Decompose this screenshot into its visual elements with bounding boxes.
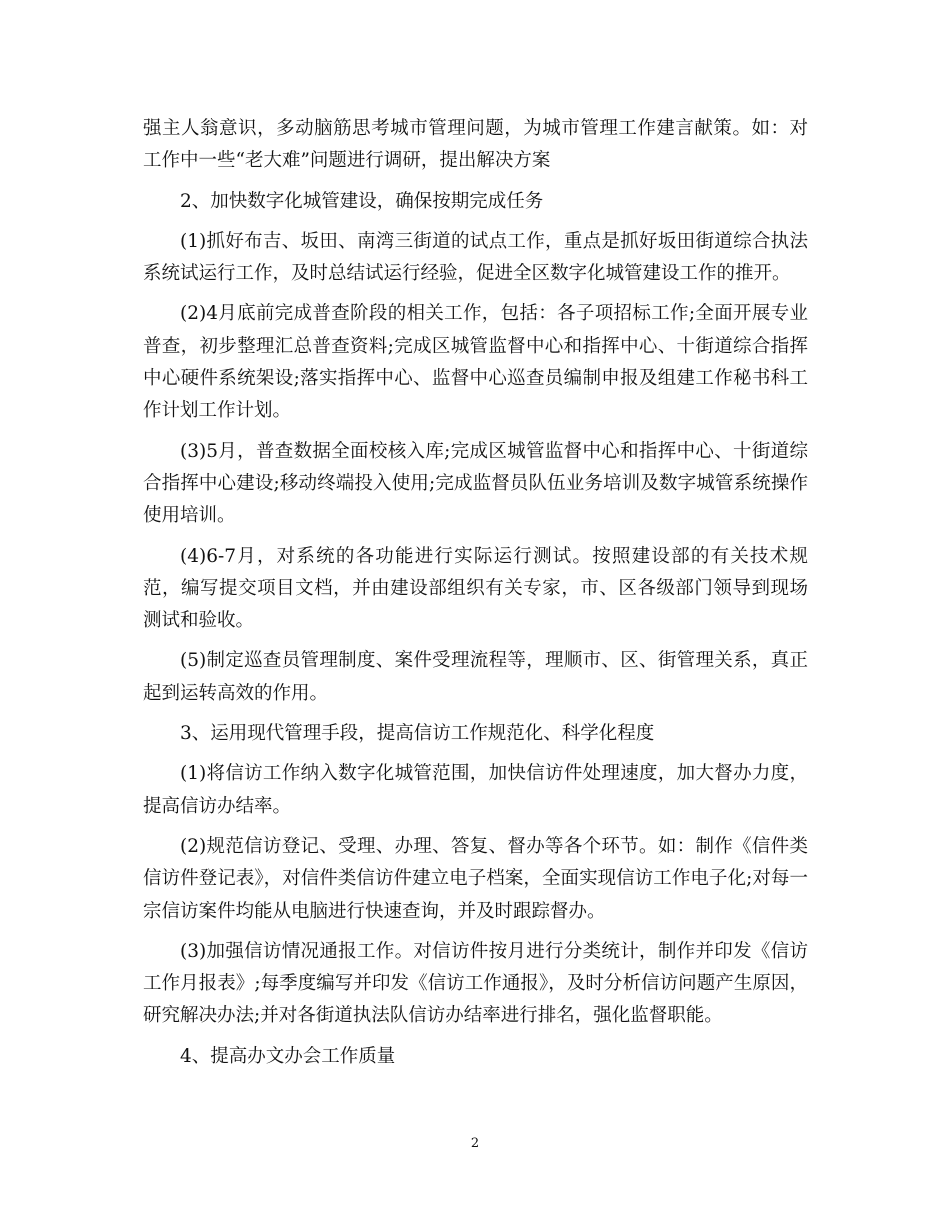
page-number: 2 bbox=[470, 1136, 480, 1151]
paragraph-5: (4)6-7月，对系统的各功能进行实际运行测试。按照建设部的有关技术规范，编写提交项目文档，并由建设部组织有关专家，市、区各级部门领导到现场测试和验收。 bbox=[143, 545, 808, 632]
paragraph-4: (3)5月，普查数据全面校核入库;完成区城管监督中心和指挥中心、十街道综合指挥中心建设;移动终端投入使用;完成监督员队伍业务培训及数字城管系统操作使用培训。 bbox=[143, 440, 808, 527]
paragraph-9: (2)规范信访登记、受理、办理、答复、督办等各个环节。如：制作《信件类信访件登记表》，对信件类信访件建立电子档案，全面实现信访工作电子化;对每一宗信访案件均能从电脑进行快速查询，并及时跟踪督办。 bbox=[143, 835, 808, 922]
paragraph-7: 3、运用现代管理手段，提高信访工作规范化、科学化程度 bbox=[180, 723, 655, 745]
paragraph-10: (3)加强信访情况通报工作。对信访件按月进行分类统计，制作并印发《信访工作月报表》;每季度编写并印发《信访工作通报》，及时分析信访问题产生原因，研究解决办法;并对各街道执法队信访办结率进行排名，强化监督职能。 bbox=[143, 940, 808, 1027]
paragraph-3: (2)4月底前完成普查阶段的相关工作，包括：各子项招标工作;全面开展专业普查，初步整理汇总普查资料;完成区城管监督中心和指挥中心、十街道综合指挥中心硬件系统架设;落实指挥中心、监督中心巡查员编制申报及组建工作秘书科工作计划工作计划。 bbox=[143, 303, 808, 422]
paragraph-1: 2、加快数字化城管建设，确保按期完成任务 bbox=[180, 190, 544, 212]
paragraph-0: 强主人翁意识，多动脑筋思考城市管理问题，为城市管理工作建言献策。如：对工作中一些“老大难”问题进行调研，提出解决方案 bbox=[143, 118, 808, 172]
document-body bbox=[143, 113, 808, 1081]
paragraph-11: 4、提高办文办会工作质量 bbox=[180, 1045, 396, 1067]
paragraph-8: (1)将信访工作纳入数字化城管范围，加快信访件处理速度，加大督办力度，提高信访办结率。 bbox=[143, 763, 808, 817]
paragraph-6: (5)制定巡查员管理制度、案件受理流程等，理顺市、区、街管理关系，真正起到运转高效的作用。 bbox=[143, 650, 808, 704]
paragraph-2: (1)抓好布吉、坂田、南湾三街道的试点工作，重点是抓好坂田街道综合执法系统试运行工作，及时总结试运行经验，促进全区数字化城管建设工作的推开。 bbox=[143, 230, 808, 285]
